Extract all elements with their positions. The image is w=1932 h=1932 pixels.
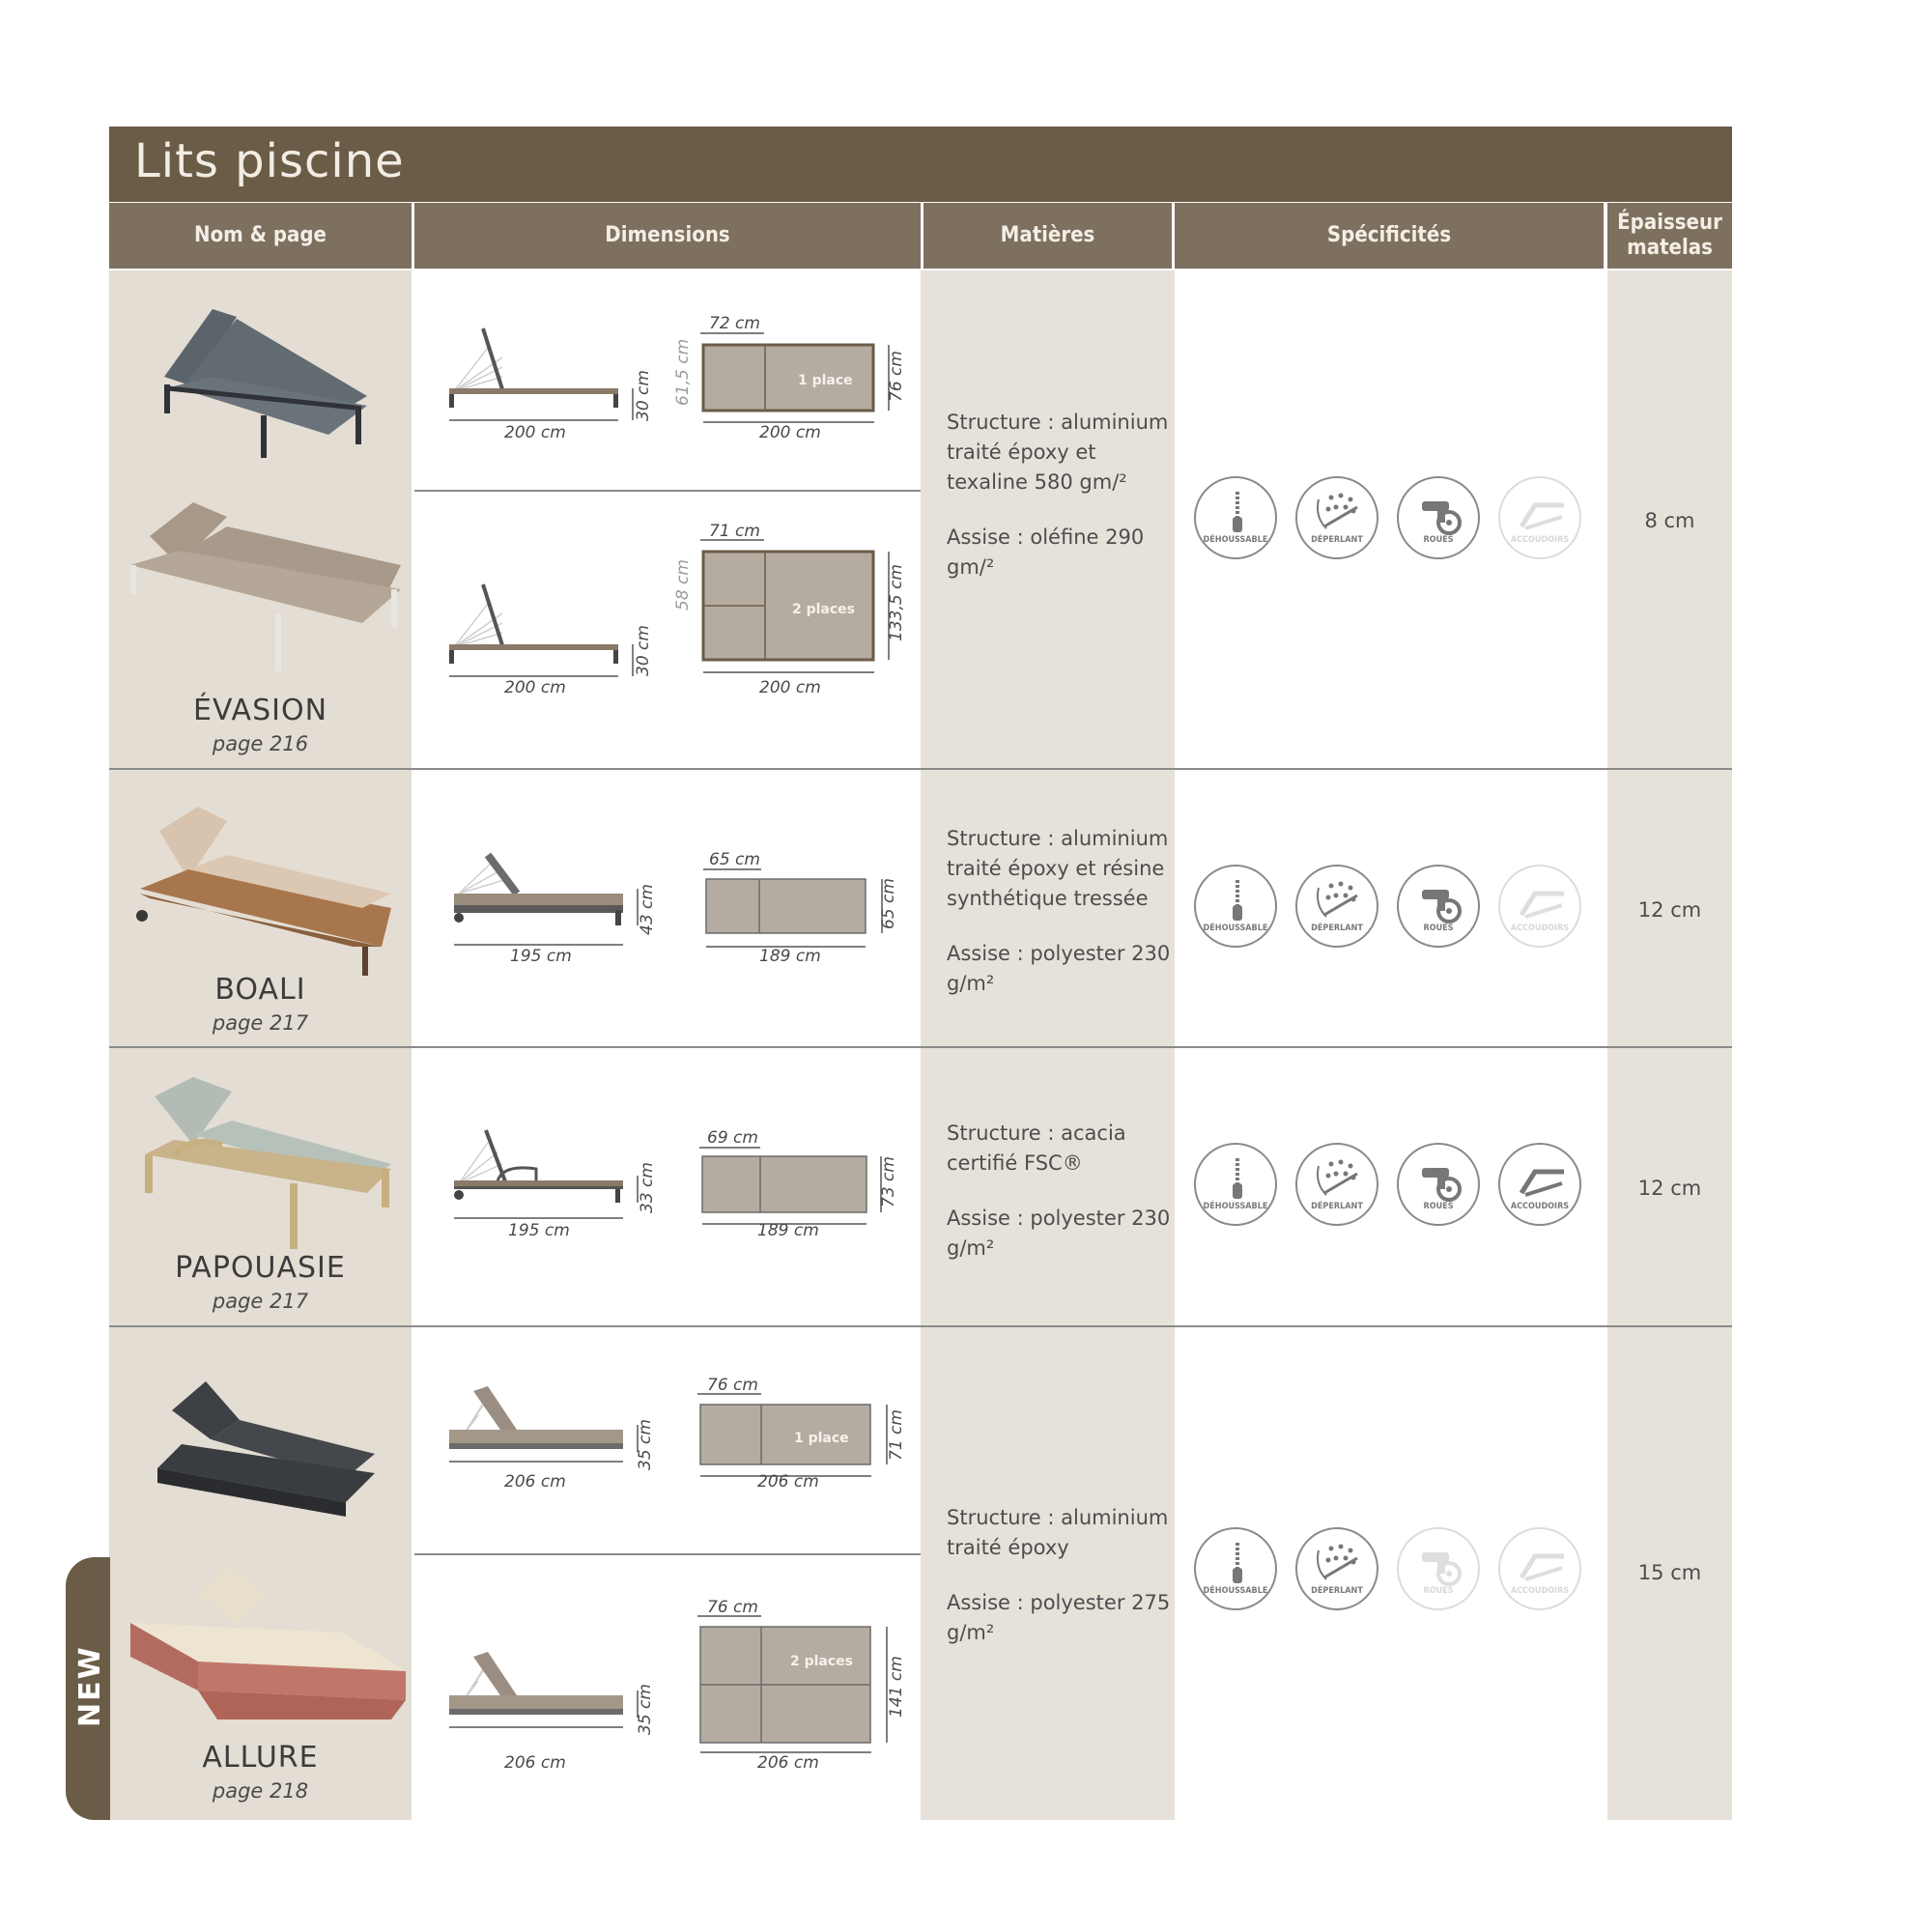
wheels-icon: [1397, 1143, 1480, 1226]
water-repellent-icon: [1295, 865, 1378, 948]
side-length-label: 195 cm: [510, 947, 572, 966]
header-thickness: [1607, 203, 1732, 269]
product-name-boali: BOALI: [214, 973, 306, 1007]
papouasie-image: [135, 1077, 396, 1251]
header-name: Nom & page: [109, 203, 412, 269]
material-structure: Structure : aluminium traité époxy et résine synthétique tressée: [947, 827, 1169, 910]
water-repellent-icon: [1295, 1143, 1378, 1226]
armrests-icon: [1498, 476, 1581, 559]
thickness-evasion: 8 cm: [1644, 509, 1695, 532]
feature-label: ROUES: [1423, 923, 1454, 933]
water-repellent-icon: [1295, 1527, 1378, 1610]
seat-height-label: 61,5 cm: [673, 338, 693, 406]
top-width-label: 71 cm: [709, 522, 760, 541]
materials-evasion: [947, 408, 1179, 608]
seat-count-label: 1 place: [798, 373, 853, 388]
top-depth-label: 133,5 cm: [887, 564, 906, 641]
removable-cover-icon: [1194, 476, 1277, 559]
top-depth-label: 76 cm: [887, 351, 906, 402]
feature-label: DÉHOUSSABLE: [1203, 535, 1268, 545]
header-thickness-line1: Épaisseur: [1617, 211, 1722, 235]
boali-image: [130, 802, 401, 976]
product-name-allure: ALLURE: [202, 1741, 319, 1775]
side-height-label: 35 cm: [636, 1684, 655, 1735]
top-length-label: 200 cm: [759, 423, 821, 442]
allure-2-places-image: [121, 1565, 411, 1729]
feature-label: DÉPERLANT: [1311, 1586, 1363, 1596]
material-seat: Assise : polyester 230 g/m²: [947, 942, 1171, 995]
material-structure: Structure : aluminium traité époxy et texaline 580 gm/²: [947, 411, 1169, 494]
top-width-label: 65 cm: [709, 850, 760, 869]
thickness-allure: 15 cm: [1637, 1561, 1702, 1584]
product-page-allure: page 218: [212, 1779, 309, 1803]
side-height-label: 35 cm: [636, 1419, 655, 1470]
product-page-boali: page 217: [212, 1011, 309, 1035]
top-length-label: 189 cm: [759, 947, 821, 966]
feature-label: ACCOUDOIRS: [1510, 1202, 1570, 1211]
allure-1-place-image: [153, 1381, 384, 1526]
thickness-boali: 12 cm: [1637, 898, 1702, 922]
wheels-icon: [1397, 476, 1480, 559]
top-length-label: 200 cm: [759, 678, 821, 697]
row-divider: [109, 1046, 1732, 1048]
armrests-icon: [1498, 865, 1581, 948]
thickness-papouasie: 12 cm: [1637, 1177, 1702, 1200]
side-view-drawing: [449, 1125, 642, 1232]
material-seat: Assise : oléfine 290 gm/²: [947, 526, 1145, 579]
new-badge: [66, 1557, 110, 1820]
product-name-papouasie: PAPOUASIE: [175, 1251, 346, 1285]
top-length-label: 189 cm: [757, 1221, 819, 1240]
page-title: Lits piscine: [134, 134, 405, 188]
feature-label: DÉHOUSSABLE: [1203, 1586, 1268, 1596]
top-width-label: 69 cm: [707, 1128, 758, 1148]
product-page-evasion: page 216: [212, 732, 309, 755]
seat-count-label: 1 place: [794, 1431, 849, 1446]
wheels-icon: [1397, 865, 1480, 948]
seat-count-label: 2 places: [792, 602, 856, 617]
top-depth-label: 141 cm: [887, 1656, 906, 1718]
side-height-label: 43 cm: [638, 884, 657, 935]
side-view-drawing: [444, 324, 638, 430]
top-length-label: 206 cm: [757, 1472, 819, 1492]
product-page-papouasie: page 217: [212, 1290, 309, 1313]
side-length-label: 200 cm: [504, 678, 566, 697]
title-bar: [109, 127, 1732, 202]
armrests-icon: [1498, 1143, 1581, 1226]
top-width-label: 72 cm: [709, 314, 760, 333]
evasion-1-place-image: [145, 299, 386, 473]
top-depth-label: 71 cm: [887, 1409, 906, 1461]
top-width-label: 76 cm: [707, 1376, 758, 1395]
water-repellent-icon: [1295, 476, 1378, 559]
feature-label: DÉHOUSSABLE: [1203, 1202, 1268, 1211]
header-features: Spécificités: [1175, 203, 1604, 269]
variant-divider: [414, 1553, 921, 1555]
feature-label: DÉPERLANT: [1311, 1202, 1363, 1211]
material-seat: Assise : polyester 275 g/m²: [947, 1591, 1171, 1644]
materials-allure: [947, 1503, 1179, 1673]
variant-divider: [414, 490, 921, 492]
feature-label: ROUES: [1423, 1202, 1454, 1211]
side-view-drawing: [444, 1652, 647, 1758]
side-height-label: 30 cm: [634, 370, 653, 421]
removable-cover-icon: [1194, 1527, 1277, 1610]
feature-label: ROUES: [1423, 535, 1454, 545]
top-view-drawing: [697, 1613, 905, 1758]
seat-height-label: 58 cm: [673, 559, 693, 611]
row-divider: [109, 768, 1732, 770]
armrests-icon: [1498, 1527, 1581, 1610]
materials-papouasie: [947, 1119, 1179, 1289]
side-length-label: 195 cm: [508, 1221, 570, 1240]
column-thickness-bg: [1607, 270, 1732, 1820]
top-depth-label: 65 cm: [879, 878, 898, 929]
new-badge-label: NEW: [73, 1645, 107, 1727]
feature-label: DÉPERLANT: [1311, 535, 1363, 545]
removable-cover-icon: [1194, 1143, 1277, 1226]
feature-label: DÉHOUSSABLE: [1203, 923, 1268, 933]
materials-boali: [947, 824, 1179, 1024]
material-seat: Assise : polyester 230 g/m²: [947, 1207, 1171, 1260]
side-view-drawing: [444, 580, 638, 686]
feature-label: ACCOUDOIRS: [1510, 923, 1570, 933]
header-materials: Matières: [923, 203, 1172, 269]
top-width-label: 76 cm: [707, 1598, 758, 1617]
side-length-label: 200 cm: [504, 423, 566, 442]
material-structure: Structure : acacia certifié FSC®: [947, 1122, 1126, 1175]
side-height-label: 30 cm: [634, 625, 653, 676]
seat-count-label: 2 places: [790, 1654, 854, 1669]
side-length-label: 206 cm: [504, 1753, 566, 1773]
material-structure: Structure : aluminium traité époxy: [947, 1506, 1169, 1559]
removable-cover-icon: [1194, 865, 1277, 948]
top-length-label: 206 cm: [757, 1753, 819, 1773]
feature-label: DÉPERLANT: [1311, 923, 1363, 933]
header-thickness-line2: matelas: [1627, 236, 1713, 260]
feature-label: ACCOUDOIRS: [1510, 1586, 1570, 1596]
side-height-label: 33 cm: [638, 1162, 657, 1213]
row-divider: [109, 1325, 1732, 1327]
feature-label: ROUES: [1423, 1586, 1454, 1596]
feature-label: ACCOUDOIRS: [1510, 535, 1570, 545]
wheels-icon: [1397, 1527, 1480, 1610]
side-view-drawing: [449, 850, 642, 956]
product-name-evasion: ÉVASION: [192, 694, 328, 727]
header-dimensions: Dimensions: [414, 203, 921, 269]
side-length-label: 206 cm: [504, 1472, 566, 1492]
evasion-2-places-image: [121, 497, 411, 671]
top-depth-label: 73 cm: [879, 1156, 898, 1208]
